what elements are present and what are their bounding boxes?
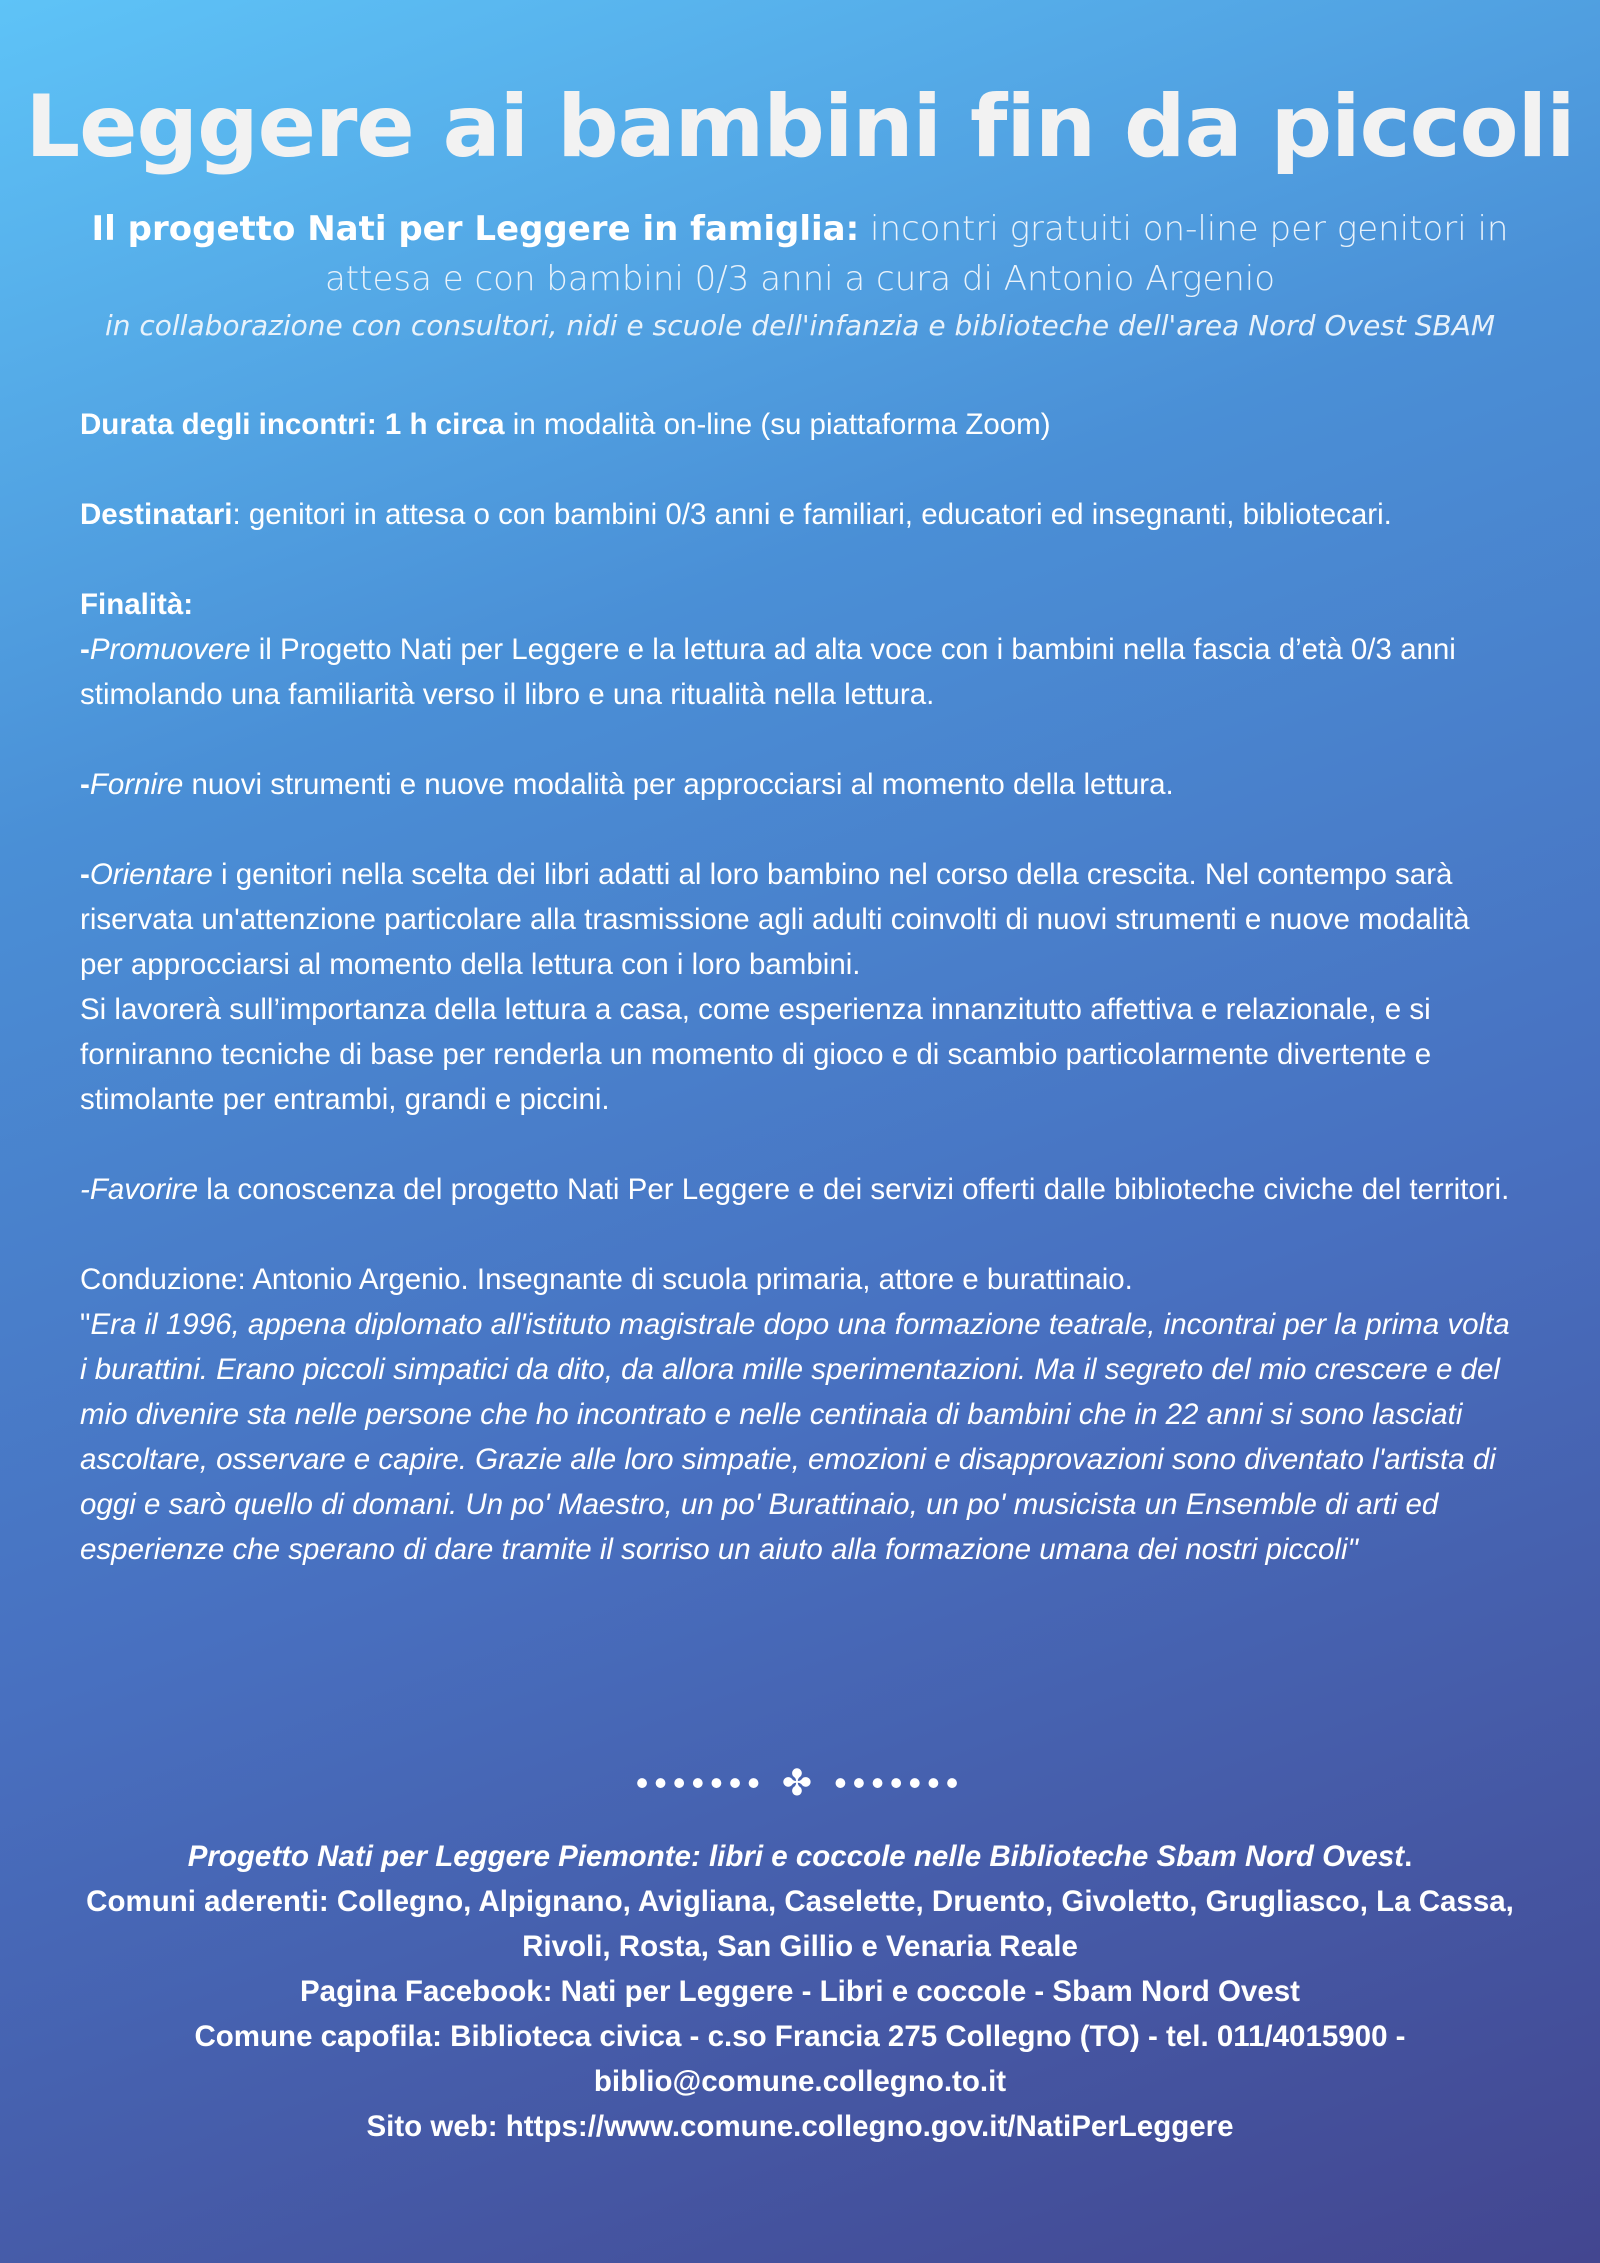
goal-favor-verb: -Favorire xyxy=(80,1173,199,1206)
recipients-label: Destinatari xyxy=(80,498,233,531)
goal-provide-dash: - xyxy=(80,768,90,801)
goal-promote-text: il Progetto Nati per Leggere e la lettura ad alta voce con i bambini nella fascia d’età 0/3 anni stimolando una familiarità verso il libro e una ritualità nella lettura. xyxy=(80,633,1456,711)
subtitle xyxy=(80,204,1520,304)
goal-provide xyxy=(80,762,1520,807)
recipients-line xyxy=(80,492,1520,537)
goal-guide-verb: Orientare xyxy=(89,858,213,891)
goal-guide-dash: - xyxy=(80,858,90,891)
goal-favor-text: la conoscenza del progetto Nati Per Leggere e dei servizi offerti dalle biblioteche civiche del territori. xyxy=(198,1173,1510,1206)
footer-project xyxy=(60,1834,1540,1879)
recipients-text: : genitori in attesa o con bambini 0/3 anni e familiari, educatori ed insegnanti, bibliotecari. xyxy=(232,498,1392,531)
goal-promote xyxy=(80,627,1520,717)
collaboration-note: in collaborazione con consultori, nidi e scuole dell'infanzia e biblioteche dell'area Nord Ovest SBAM xyxy=(104,309,1496,342)
footer-website: Sito web: https://www.comune.collegno.gov.it/NatiPerLeggere xyxy=(366,2110,1234,2143)
footer-info xyxy=(60,1834,1540,2149)
ornament-divider: ••••••• ✤ ••••••• xyxy=(635,1762,965,1803)
conductor-quote xyxy=(80,1302,1520,1572)
footer-project-dot: . xyxy=(1404,1840,1413,1873)
goal-guide-extra: Si lavorerà sull’importanza della lettura a casa, come esperienza innanzitutto affettiva e relazionale, e si forniranno tecniche di base per renderla un momento di gioco e di scambio particolarmente divertente e stimolante per entrambi, grandi e piccini. xyxy=(80,993,1432,1116)
goal-provide-text: nuovi strumenti e nuove modalità per approcciarsi al momento della lettura. xyxy=(183,768,1174,801)
goal-favor xyxy=(80,1167,1520,1212)
footer-facebook: Pagina Facebook: Nati per Leggere - Libri e coccole - Sbam Nord Ovest xyxy=(300,1975,1300,2008)
subtitle-project-name: Il progetto Nati per Leggere in famiglia: xyxy=(91,209,860,249)
goal-promote-dash: - xyxy=(80,633,90,666)
goal-guide xyxy=(80,852,1520,987)
subtitle-description: incontri gratuiti on-line per genitori in attesa e con bambini 0/3 anni a cura di Antonio Argenio xyxy=(324,209,1509,299)
conductor-line: Conduzione: Antonio Argenio. Insegnante di scuola primaria, attore e burattinaio. xyxy=(80,1263,1133,1296)
footer-lead-town: Comune capofila: Biblioteca civica - c.so Francia 275 Collegno (TO) - tel. 011/4015900 - biblio@comune.collegno.to.it xyxy=(194,2020,1406,2098)
goals-label: Finalità: xyxy=(80,588,194,621)
goals-heading xyxy=(80,582,1520,627)
goal-promote-verb: Promuovere xyxy=(89,633,251,666)
quote-text: Era il 1996, appena diplomato all'istituto magistrale dopo una formazione teatrale, incontrai per la prima volta i burattini. Erano piccoli simpatici da dito, da allora mille sperimentazioni. Ma il segreto del mio crescere e del mio divenire sta nelle persone che ho incontrato e nelle centinaia di bambini che in 22 anni si sono lasciati ascoltare, osservare e capire. Grazie alle loro simpatie, emozioni e disapprovazioni sono diventato l'artista di oggi e sarò quello di domani. Un po' Maestro, un po' Burattinaio, un po' musicista un Ensemble di arti ed esperienze che sperano di dare tramite il sorriso un aiuto alla formazione umana dei nostri piccoli" xyxy=(80,1308,1510,1566)
goal-provide-verb: Fornire xyxy=(89,768,184,801)
duration-label: Durata degli incontri: 1 h circa xyxy=(80,408,505,441)
duration-line xyxy=(80,402,1520,447)
goal-guide-text: i genitori nella scelta dei libri adatti al loro bambino nel corso della crescita. Nel contempo sarà riservata un'attenzione particolare alla trasmissione agli adulti coinvolti di nuovi strumenti e nuove modalità per approcciarsi al momento della lettura con i loro bambini. xyxy=(80,858,1470,981)
page-title: Leggere ai bambini fin da piccoli xyxy=(25,77,1575,177)
details-section xyxy=(80,402,1520,1572)
duration-text: in modalità on-line (su piattaforma Zoom) xyxy=(504,408,1051,441)
quote-open-mark: " xyxy=(80,1308,91,1341)
footer-project-title: Progetto Nati per Leggere Piemonte: libri e coccole nelle Biblioteche Sbam Nord Ovest xyxy=(187,1840,1405,1873)
footer-municipalities: Comuni aderenti: Collegno, Alpignano, Avigliana, Caselette, Druento, Givoletto, Grugliasco, La Cassa, Rivoli, Rosta, San Gillio e Venaria Reale xyxy=(86,1885,1514,1963)
